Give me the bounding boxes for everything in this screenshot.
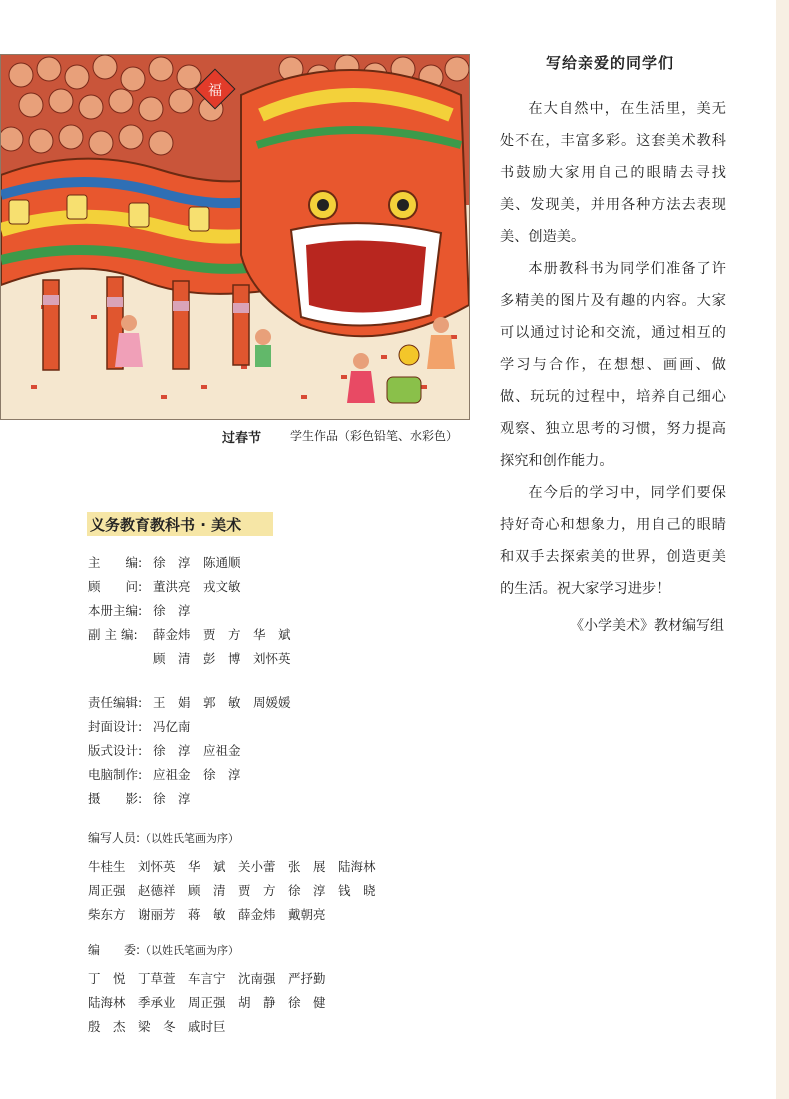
credit-value: 徐 淳 应祖金 (153, 743, 241, 758)
credit-label: 电脑制作: (88, 767, 143, 782)
credit-row (88, 693, 291, 713)
writers-label: 编写人员: (88, 831, 141, 845)
committee-label: 编 委: (88, 943, 141, 957)
painting-title: 过春节 (222, 431, 262, 446)
letter-body (500, 93, 726, 605)
credit-label: 责任编辑: (88, 695, 143, 710)
credit-value: 顾 清 彭 博 刘怀英 (153, 651, 291, 666)
credit-row (88, 789, 191, 809)
credit-row (88, 717, 191, 737)
credit-row (88, 765, 241, 785)
letter-title: 写给亲爱的同学们 (545, 54, 674, 72)
committee-line: 陆海林 季承业 周正强 胡 静 徐 健 (88, 995, 326, 1010)
credit-value: 薛金炜 贾 方 华 斌 (153, 627, 291, 642)
page-edge-strip (776, 0, 789, 1099)
credit-label: 副 主 编: (88, 627, 138, 642)
credit-row (88, 577, 241, 597)
credit-label: 封面设计: (88, 719, 143, 734)
credit-value: 徐 淳 (153, 603, 191, 618)
writers-line: 牛桂生 刘怀英 华 斌 关小蕾 张 展 陆海林 (88, 859, 376, 874)
painting-subtitle: 学生作品（彩色铅笔、水彩色） (290, 429, 459, 443)
credit-value: 冯亿南 (153, 719, 191, 734)
credit-label: 主 编: (88, 555, 143, 570)
credit-row (88, 553, 241, 573)
letter-paragraph: 在大自然中，在生活里，美无处不在，丰富多彩。这套美术教科书鼓励大家用自己的眼睛去寻找美、发现美，并用各种方法去表现美、创造美。 (500, 101, 726, 245)
series-title: 义务教育教科书 · 美术 (90, 516, 242, 534)
writers-note: （以姓氏笔画为序） (140, 832, 240, 845)
letter-paragraph: 本册教科书为同学们准备了许多精美的图片及有趣的内容。大家可以通过讨论和交流，通过相互的学习与合作，在想想、画画、做做、玩玩的过程中，培养自己细心观察、独立思考的习惯，努力提高探究和创作能力。 (500, 261, 726, 469)
credit-label: 本册主编: (88, 603, 143, 618)
fu-character: 福 (208, 83, 222, 99)
credit-row (88, 649, 291, 669)
committee-line: 殷 杰 梁 冬 戚时巨 (88, 1019, 226, 1034)
credit-row (88, 625, 291, 645)
credit-label: 摄 影: (88, 791, 143, 806)
painting-illustration (1, 55, 469, 419)
dragon-dance-painting (0, 54, 470, 420)
credit-label: 顾 问: (88, 579, 143, 594)
writers-line: 柴东方 谢丽芳 蒋 敏 薛金炜 戴朝亮 (88, 907, 326, 922)
writers-heading (88, 829, 239, 846)
committee-heading (88, 941, 239, 958)
credit-row (88, 741, 241, 761)
credit-value: 应祖金 徐 淳 (153, 767, 241, 782)
committee-line: 丁 悦 丁草萱 车言宁 沈南强 严抒勤 (88, 971, 326, 986)
letter-paragraph: 在今后的学习中，同学们要保持好奇心和想象力，用自己的眼睛和双手去探索美的世界，创造更美的生活。祝大家学习进步！ (500, 485, 726, 597)
credit-row (88, 601, 191, 621)
writers-line: 周正强 赵德祥 顾 清 贾 方 徐 淳 钱 晓 (88, 883, 376, 898)
credit-value: 董洪亮 戎文敏 (153, 579, 241, 594)
letter-signature: 《小学美术》教材编写组 (570, 618, 724, 634)
committee-note: （以姓氏笔画为序） (140, 944, 240, 957)
credit-label: 版式设计: (88, 743, 143, 758)
credit-value: 徐 淳 陈通顺 (153, 555, 241, 570)
credit-value: 王 娟 郭 敏 周媛媛 (153, 695, 291, 710)
credit-value: 徐 淳 (153, 791, 191, 806)
